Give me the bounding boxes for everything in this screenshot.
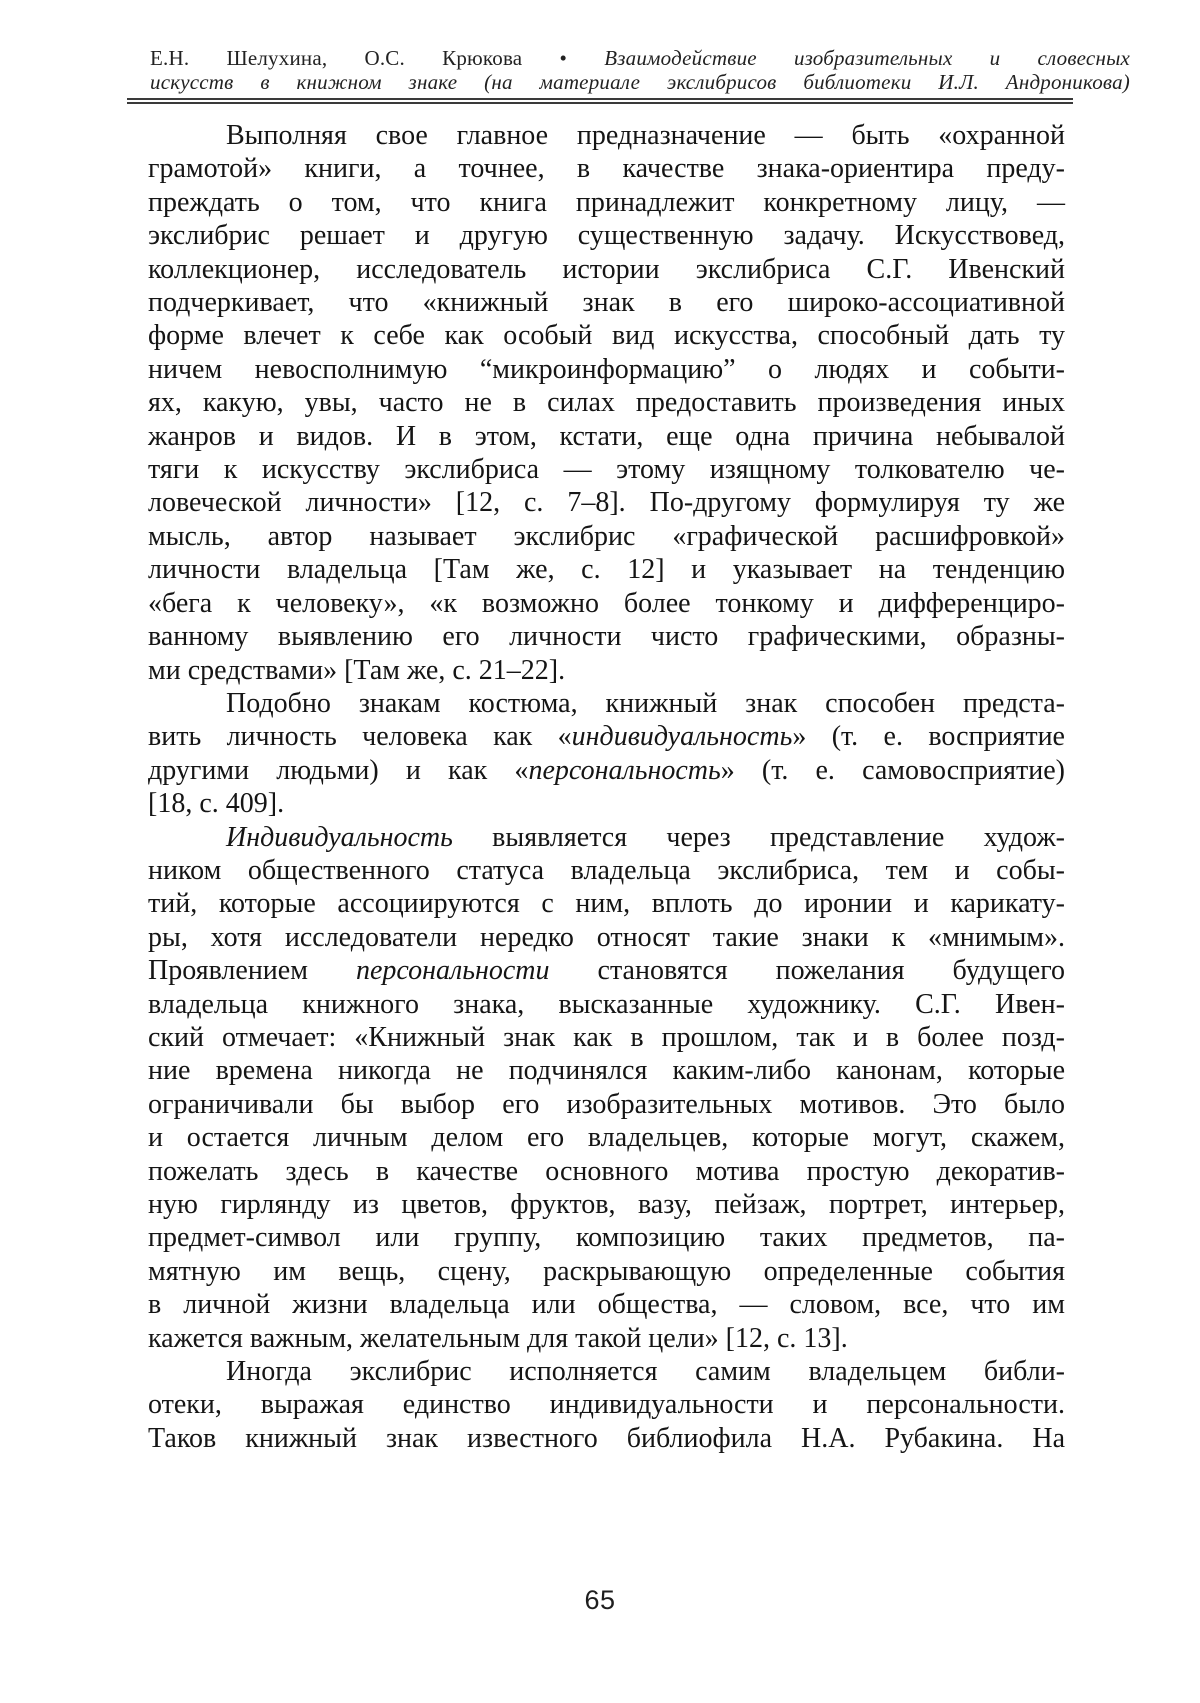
paragraph <box>148 821 1065 1356</box>
text-run: Проявлением <box>148 955 356 987</box>
text-run: ничем невосполнимую “микроинформацию” о людях и событи- <box>148 353 1065 385</box>
text-line <box>148 152 1065 185</box>
text-line <box>148 1188 1065 1221</box>
text-line <box>148 553 1065 586</box>
italic-text-run: индивидуальность <box>571 721 793 753</box>
text-run: в личной жизни владельца или общества, — словом, все, что им <box>148 1289 1065 1321</box>
text-line <box>148 186 1065 219</box>
text-line <box>148 988 1065 1021</box>
text-line <box>148 720 1065 753</box>
text-line <box>148 1422 1065 1455</box>
text-run: другими людьми) и как « <box>148 754 529 786</box>
text-run: • <box>522 46 605 70</box>
italic-text-run: персональности <box>355 955 550 987</box>
text-line <box>148 1255 1065 1288</box>
text-run: ограничивали бы выбор его изобразительных мотивов. Это было <box>148 1088 1065 1120</box>
text-run: личности владельца [Там же, с. 12] и указывает на тенденцию <box>148 554 1065 586</box>
text-run: ную гирлянду из цветов, фруктов, вазу, пейзаж, портрет, интерьер, <box>148 1189 1065 1220</box>
text-line <box>148 219 1065 252</box>
text-line <box>148 353 1065 386</box>
text-run: пожелать здесь в качестве основного мотива простую декоратив- <box>148 1155 1065 1187</box>
text-line <box>148 1021 1065 1054</box>
text-line <box>148 754 1065 787</box>
text-run: тий, которые ассоциируются с ним, вплоть до иронии и карикату- <box>148 888 1065 920</box>
italic-text-run: персональность <box>528 754 721 786</box>
text-run: мысль, автор называет экслибрис «графической расшифровкой» <box>148 520 1065 552</box>
paragraph <box>148 1355 1065 1455</box>
text-run: экслибрис решает и другую существенную задачу. Искусствовед, <box>148 220 1065 252</box>
text-line <box>148 253 1065 286</box>
page-body <box>148 119 1065 1455</box>
text-run: преждать о том, что книга принадлежит конкретному лицу, — <box>148 186 1065 218</box>
text-run: коллекционер, исследователь истории экслибриса С.Г. Ивенский <box>148 253 1065 285</box>
text-run: подчеркивает, что «книжный знак в его широко-ассоциативной <box>148 287 1065 319</box>
text-run: ние времена никогда не подчинялся каким-либо канонам, которые <box>148 1055 1065 1087</box>
text-run: выявляется через представление худож- <box>452 821 1065 853</box>
italic-text-run: искусств в книжном знаке (на материале экслибрисов библиотеки И.Л. Андроникова) <box>150 70 1130 94</box>
text-line <box>148 1322 1065 1355</box>
text-run: ры, хотя исследователи нередко относят такие знаки к «мнимым». <box>148 921 1065 953</box>
text-line <box>148 1355 1065 1388</box>
text-run: форме влечет к себе как особый вид искусства, способный дать ту <box>148 320 1065 352</box>
text-run: тяги к искусству экслибриса — этому изящному толкователю че- <box>148 454 1065 486</box>
text-run: грамотой» книги, а точнее, в качестве знака-ориентира преду- <box>148 153 1065 185</box>
text-line <box>148 319 1065 352</box>
italic-text-run: Взаимодействие изобразительных и словесных <box>604 46 1131 70</box>
text-line <box>148 887 1065 920</box>
text-run: ский отмечает: «Книжный знак как в прошлом, так и в более позд- <box>148 1021 1065 1053</box>
text-run: » (т. е. восприятие <box>792 721 1065 753</box>
text-run: ловеческой личности» [12, с. 7–8]. По-другому формулируя ту же <box>148 487 1065 519</box>
text-line <box>148 386 1065 419</box>
text-run: отеки, выражая единство индивидуальности и персональности. <box>148 1389 1065 1421</box>
text-run: становятся пожелания будущего <box>549 955 1065 987</box>
text-line <box>148 821 1065 854</box>
text-line <box>148 654 1065 687</box>
text-line <box>148 1054 1065 1087</box>
text-line <box>148 1088 1065 1121</box>
text-line <box>148 620 1065 653</box>
text-run: ником общественного статуса владельца экслибриса, тем и собы- <box>148 854 1065 886</box>
text-line <box>148 1288 1065 1321</box>
text-run: кажется важным, желательным для такой цели» [12, с. 13]. <box>148 1322 848 1354</box>
text-line <box>148 420 1065 453</box>
text-line <box>148 587 1065 620</box>
text-run: Е.Н. Шелухина, О.С. Крюкова <box>150 46 523 70</box>
text-line <box>148 687 1065 720</box>
text-line <box>148 1155 1065 1188</box>
text-run: жанров и видов. И в этом, кстати, еще одна причина небывалой <box>148 420 1065 452</box>
text-run: Таков книжный знак известного библиофила Н.А. Рубакина. На <box>148 1422 1065 1454</box>
text-line <box>148 921 1065 954</box>
text-line <box>148 486 1065 519</box>
text-run: Подобно знакам костюма, книжный знак способен предста- <box>226 687 1065 719</box>
text-run: Иногда экслибрис исполняется самим владельцем библи- <box>226 1356 1065 1388</box>
text-run: вить личность человека как « <box>148 721 572 753</box>
text-line <box>148 954 1065 987</box>
text-line <box>148 854 1065 887</box>
text-line <box>148 787 1065 820</box>
text-run: мятную им вещь, сцену, раскрывающую определенные события <box>148 1255 1065 1287</box>
text-run: владельца книжного знака, высказанные художнику. С.Г. Ивен- <box>148 988 1065 1020</box>
text-run: [18, с. 409]. <box>148 788 285 820</box>
text-run: предмет-символ или группу, композицию таких предметов, па- <box>148 1222 1065 1254</box>
header-double-rule <box>127 98 1073 104</box>
page-number: 65 <box>584 1585 616 1616</box>
text-run: ванному выявлению его личности чисто графическими, образны- <box>148 621 1065 653</box>
text-line <box>148 1221 1065 1254</box>
italic-text-run: Индивидуальность <box>226 821 453 853</box>
paragraph <box>148 119 1065 687</box>
text-run: и остается личным делом его владельцев, которые могут, скажем, <box>148 1122 1065 1154</box>
text-run: «бега к человеку», «к возможно более тонкому и дифференциро- <box>148 587 1065 619</box>
text-run: ми средствами» [Там же, с. 21–22]. <box>148 654 566 686</box>
text-line <box>148 1388 1065 1421</box>
text-line <box>148 286 1065 319</box>
running-header <box>0 0 1200 94</box>
text-line <box>148 520 1065 553</box>
text-line <box>148 1121 1065 1154</box>
text-run: Выполняя свое главное предназначение — быть «охранной <box>226 120 1065 151</box>
text-line <box>148 119 1065 152</box>
text-line <box>148 453 1065 486</box>
text-line <box>150 70 1130 94</box>
text-run: ях, какую, увы, часто не в силах предоставить произведения иных <box>148 387 1065 419</box>
text-run: » (т. е. самовосприятие) <box>720 754 1065 786</box>
paragraph <box>148 687 1065 821</box>
text-line <box>150 46 1130 70</box>
